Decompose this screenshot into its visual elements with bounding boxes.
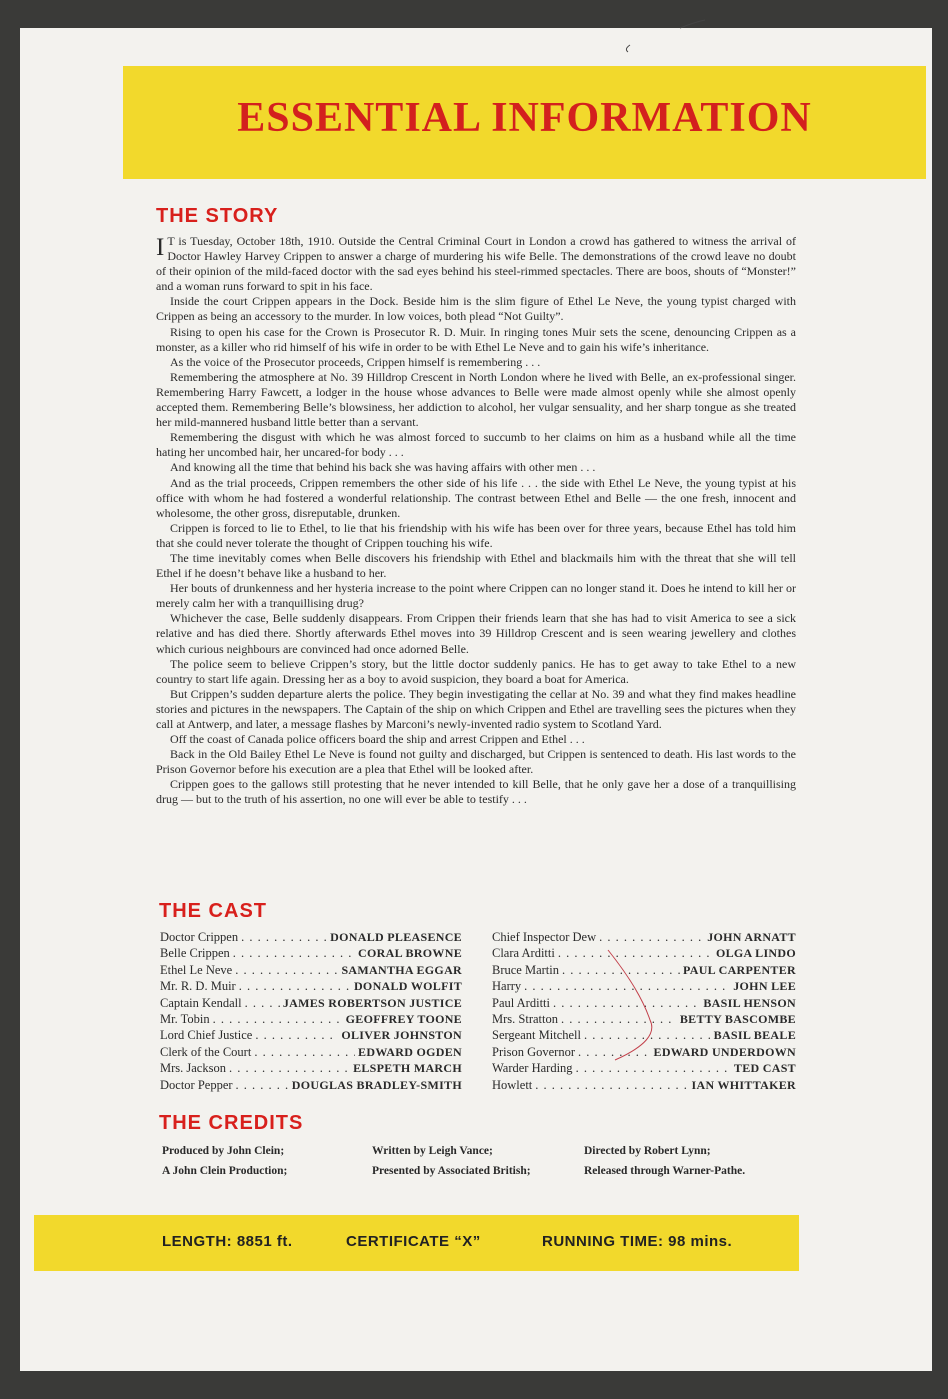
cast-role: Howlett [492, 1077, 533, 1092]
cast-actor: SAMANTHA EGGAR [341, 962, 462, 977]
cast-role: Chief Inspector Dew [492, 930, 597, 944]
running-time: RUNNING TIME: 98 mins. [542, 1233, 733, 1250]
cast-actor: DONALD PLEASENCE [330, 930, 462, 944]
cast-actor: BASIL BEALE [713, 1028, 796, 1043]
page-title: ESSENTIAL INFORMATION [237, 95, 812, 141]
story-paragraph: As the voice of the Prosecutor proceeds, Crippen himself is remembering . . . [170, 354, 541, 369]
cast-actor: CORAL BROWNE [358, 946, 462, 961]
cast-actor: JOHN LEE [733, 979, 796, 994]
film-certificate: CERTIFICATE “X” [346, 1233, 481, 1250]
story-paragraph: The police seem to believe Crippen’s story, but the little doctor suddenly panics. He has to get away to take Ethel to a new country to start life again. Dressing her as a boy to avoid suspicion, they board a boat for America. [156, 656, 796, 686]
story-paragraph: Crippen is forced to lie to Ethel, to lie that his friendship with his wife has been over for three years, because Ethel has told him that she could never tolerate the thought of Crippen touching his wife. [156, 520, 796, 550]
cast-role: Clara Arditti [492, 946, 555, 961]
story-paragraph: Whichever the case, Belle suddenly disappears. From Crippen their friends learn that she has had to visit America to see a sick relative and has died there. Shortly afterwards Ethel moves into 39 Hilldrop Crescent and is seen wearing jewellery and clothes which curious neighbours are convinced had once adorned Belle. [156, 611, 796, 656]
cast-role: Mr. Tobin [160, 1012, 210, 1027]
cast-actor: JAMES ROBERTSON JUSTICE [282, 995, 462, 1010]
story-paragraph: Off the coast of Canada police officers board the ship and arrest Crippen and Ethel . . . [170, 732, 585, 747]
cast-role: Clerk of the Court [160, 1044, 252, 1059]
cast-role: Captain Kendall [160, 995, 242, 1010]
cast-actor: GEOFFREY TOONE [345, 1012, 462, 1027]
story-paragraph: Back in the Old Bailey Ethel Le Neve is found not guilty and discharged, but Crippen is sentenced to death. His last words to the Prison Governor before his execution are a plea that Ethel will be looked after. [156, 747, 796, 777]
cast-role: Sergeant Mitchell [492, 1028, 581, 1043]
cast-role: Paul Arditti [492, 995, 550, 1010]
cast-role: Mr. R. D. Muir [160, 979, 236, 994]
story-paragraph: And as the trial proceeds, Crippen remembers the other side of his life . . . the side with Ethel Le Neve, the young typist at his office with whom he had fostered a wonderful relationship. The contrast between Ethel and Belle — the one fresh, innocent and wholesome, the other gross, disreputable, drunken. [156, 475, 796, 520]
cast-actor: PAUL CARPENTER [683, 962, 796, 977]
story-paragraph: Rising to open his case for the Crown is Prosecutor R. D. Muir. In ringing tones Muir sets the scene, denouncing Crippen as a monster, as a killer who rid himself of his wife in order to be with Ethel Le Neve and to gain his wife’s inheritance. [156, 324, 796, 354]
cast-role: Mrs. Stratton [492, 1012, 558, 1027]
cast-actor: BASIL HENSON [703, 995, 796, 1010]
credit-line: Written by Leigh Vance; [372, 1145, 493, 1157]
story-paragraph: The time inevitably comes when Belle discovers his friendship with Ethel and blackmails him with the threat that she will tell Ethel if he doesn’t behave like a husband to her. [156, 550, 796, 581]
cast-actor: EDWARD OGDEN [358, 1044, 462, 1059]
pen-stroke-top [680, 20, 705, 28]
cast-role: Warder Harding [492, 1061, 573, 1076]
story-paragraph: Inside the court Crippen appears in the Dock. Beside him is the slim figure of Ethel Le Neve, the young typist charged with Crippen as being an accessory to the murder. In low voices, both plead “Not Guilty”. [156, 294, 796, 324]
cast-actor: TED CAST [733, 1061, 796, 1076]
story-heading: THE STORY [156, 205, 279, 227]
cast-role: Bruce Martin [492, 962, 559, 977]
cast-actor: DOUGLAS BRADLEY-SMITH [291, 1077, 462, 1092]
cast-role: Mrs. Jackson [160, 1061, 226, 1076]
cast-heading: THE CAST [159, 900, 267, 922]
cast-role: Prison Governor [492, 1044, 575, 1059]
story-paragraph: Her bouts of drunkenness and her hysteria increase to the point where Crippen can no longer stand it. Does he intend to kill her or merely calm her with a tranquillising drug? [156, 581, 796, 611]
credit-line: Released through Warner-Pathe. [584, 1165, 746, 1177]
cast-actor: JOHN ARNATT [707, 930, 796, 944]
cast-role: Belle Crippen [160, 946, 230, 961]
cast-role: Lord Chief Justice [160, 1028, 253, 1043]
cast-actor: OLIVER JOHNSTON [341, 1028, 462, 1043]
story-paragraph: Crippen goes to the gallows still protesting that he never intended to kill Belle, that he only gave her a dose of a tranquillising drug — but to the truth of his assertion, no one will ever be able to testify . . . [156, 777, 796, 807]
credits-heading: THE CREDITS [159, 1112, 304, 1134]
story-paragraph: But Crippen’s sudden departure alerts the police. They begin investigating the cellar at No. 39 and what they find makes headline stories and pictures in the newspapers. The Captain of the ship on which Crippen and Ethel are travelling sees the pictures when they call at Antwerp, and later, a message flashes by Marconi’s newly-invented radio system to Scotland Yard. [156, 686, 796, 731]
cast-role: Harry [492, 979, 522, 994]
cast-actor: IAN WHITTAKER [691, 1077, 796, 1092]
film-length: LENGTH: 8851 ft. [162, 1233, 293, 1250]
story-paragraph: Remembering the disgust with which he was almost forced to succumb to her claims on him as a husband while all the time hating her uncombed hair, her uncared-for body . . . [156, 430, 796, 460]
story-paragraph: IT is Tuesday, October 18th, 1910. Outside the Central Criminal Court in London a crowd has gathered to witness the arrival of Doctor Hawley Harvey Crippen to answer a charge of murdering his wife Belle. The demonstrations of the crowd leave no doubt of their opinion of the mild-faced doctor with the sad eyes behind his steel-rimmed spectacles. There are boos, shouts of “Monster!” and a woman runs forward to spit in his face. [156, 234, 796, 294]
pen-line-red [608, 950, 652, 1060]
credit-line: A John Clein Production; [162, 1165, 288, 1177]
cast-actor: EDWARD UNDERDOWN [653, 1044, 796, 1059]
cast-actor: DONALD WOLFIT [353, 979, 462, 994]
credit-line: Presented by Associated British; [372, 1165, 531, 1177]
cast-actor: ELSPETH MARCH [353, 1061, 462, 1076]
cast-role: Doctor Pepper [160, 1077, 233, 1092]
story-paragraph: Remembering the atmosphere at No. 39 Hilldrop Crescent in North London where he lived with Belle, an ex-professional singer. Remembering Harry Fawcett, a lodger in the house whose advances to Belle were made almost openly while she almost openly accepted them. Remembering Belle’s blowsiness, her addiction to alcohol, her vulgar sensuality, and her sharp tongue as she treated her mild-mannered husband little better than a servant. [156, 369, 796, 430]
pen-tick-top [626, 45, 630, 52]
cast-role: Ethel Le Neve [160, 962, 233, 977]
credit-line: Produced by John Clein; [162, 1145, 285, 1157]
cast-role: Doctor Crippen [160, 930, 239, 944]
credit-line: Directed by Robert Lynn; [584, 1145, 711, 1157]
story-paragraph: And knowing all the time that behind his back she was having affairs with other men . . . [170, 460, 596, 475]
cast-actor: OLGA LINDO [715, 946, 796, 961]
cast-actor: BETTY BASCOMBE [679, 1012, 796, 1027]
